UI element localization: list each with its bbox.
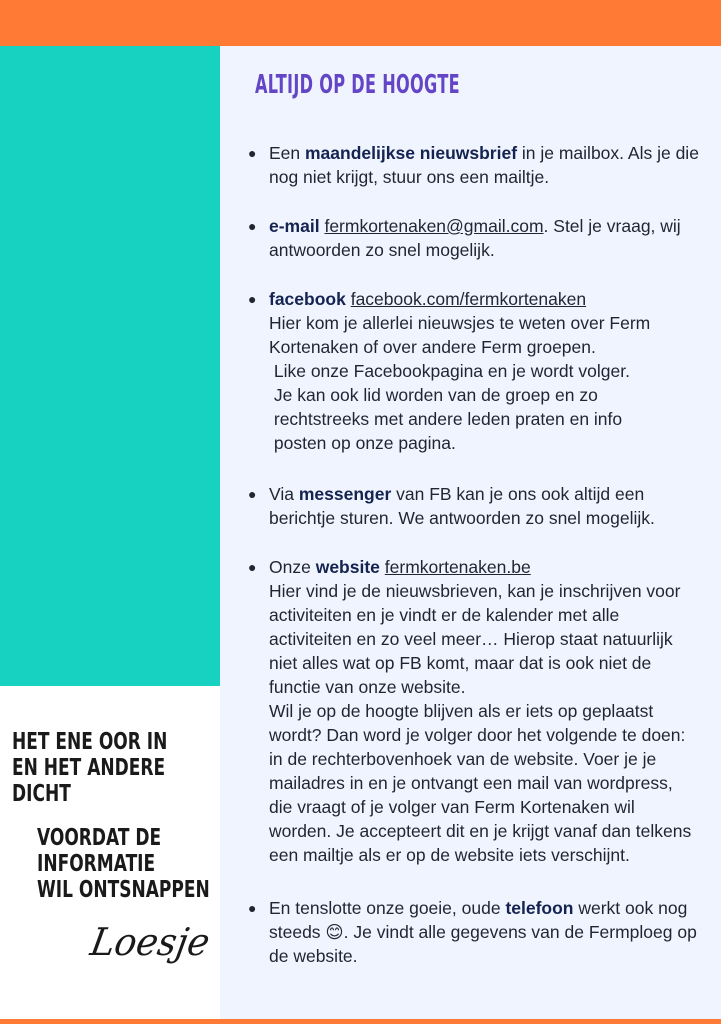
loesje-signature: Loesje [87,920,214,964]
left-teal-panel [0,46,220,686]
bullet-icon: ● [248,559,257,575]
list-item-website: ● Onze website fermkortenaken.be Hier vind je de nieuwsbrieven, kan je inschrijven voor activiteiten en je vindt er de kalender met alle activiteiten en zo veel meer… Hierop staat natuurlijk niet alles wat op FB komt, maar dat is ook niet de functie van onze website. Wil je op de hoogte blijven als er iets op geplaatst wordt? Dan word je volger door het volgende te doen: in de rechterbovenhoek van de website. Voer je je mailadres in en je ontvangt een mail van wordpress, die vraagt of je volger van Ferm Kortenaken wil worden. Je accepteert dit en je krijgt vanaf dan telkens een mailtje als er op de website iets verschijnt. [248,557,692,865]
bullet-icon: ● [248,900,257,916]
telephone-label: telefoon [505,898,574,918]
list-item-email: ● e-mail fermkortenaken@gmail.com. Stel je vraag, wij antwoorden zo snel mogelijk. [248,216,681,260]
page-title: ALTIJD OP DE HOOGTE [255,70,460,100]
list-item-facebook: ● facebook facebook.com/fermkortenaken Hier kom je allerlei nieuwsjes te weten over Ferm Kortenaken of over andere Ferm groepen. Like onze Facebookpagina en je wordt volger. Je kan ook lid worden van de groep en zo rechtstreeks met andere leden praten en info posten op onze pagina. [248,289,651,453]
messenger-label: messenger [298,484,392,504]
bullet-icon: ● [248,145,257,161]
bullet-icon: ● [248,218,257,234]
bullet-icon: ● [248,291,257,307]
list-item-telephone: ● En tenslotte onze goeie, oude telefoon werkt ook nog steeds 😊. Je vindt alle gegevens van de Fermploeg op de website. [248,898,697,966]
email-label: e-mail [269,216,320,236]
top-accent-bar [0,0,721,46]
slogan-part-1: HET ENE OOR IN EN HET ANDERE DICHT [12,729,168,807]
list-item-messenger: ● Via messenger van FB kan je ons ook altijd een berichtje sturen. We antwoorden zo snel mogelijk. [248,484,655,528]
newsletter-label: maandelijkse nieuwsbrief [305,143,518,163]
bottom-accent-bar [0,1019,721,1024]
facebook-label: facebook [269,289,346,309]
main-content-panel [220,46,721,1019]
facebook-link[interactable]: facebook.com/fermkortenaken [350,289,587,309]
email-link[interactable]: fermkortenaken@gmail.com [324,216,544,236]
slogan-part-2: VOORDAT DE INFORMATIE WIL ONTSNAPPEN [37,825,210,903]
website-label: website [315,557,380,577]
bullet-icon: ● [248,486,257,502]
website-link[interactable]: fermkortenaken.be [384,557,531,577]
list-item-newsletter: ● Een maandelijkse nieuwsbrief in je mailbox. Als je die nog niet krijgt, stuur ons een mailtje. [248,143,699,187]
